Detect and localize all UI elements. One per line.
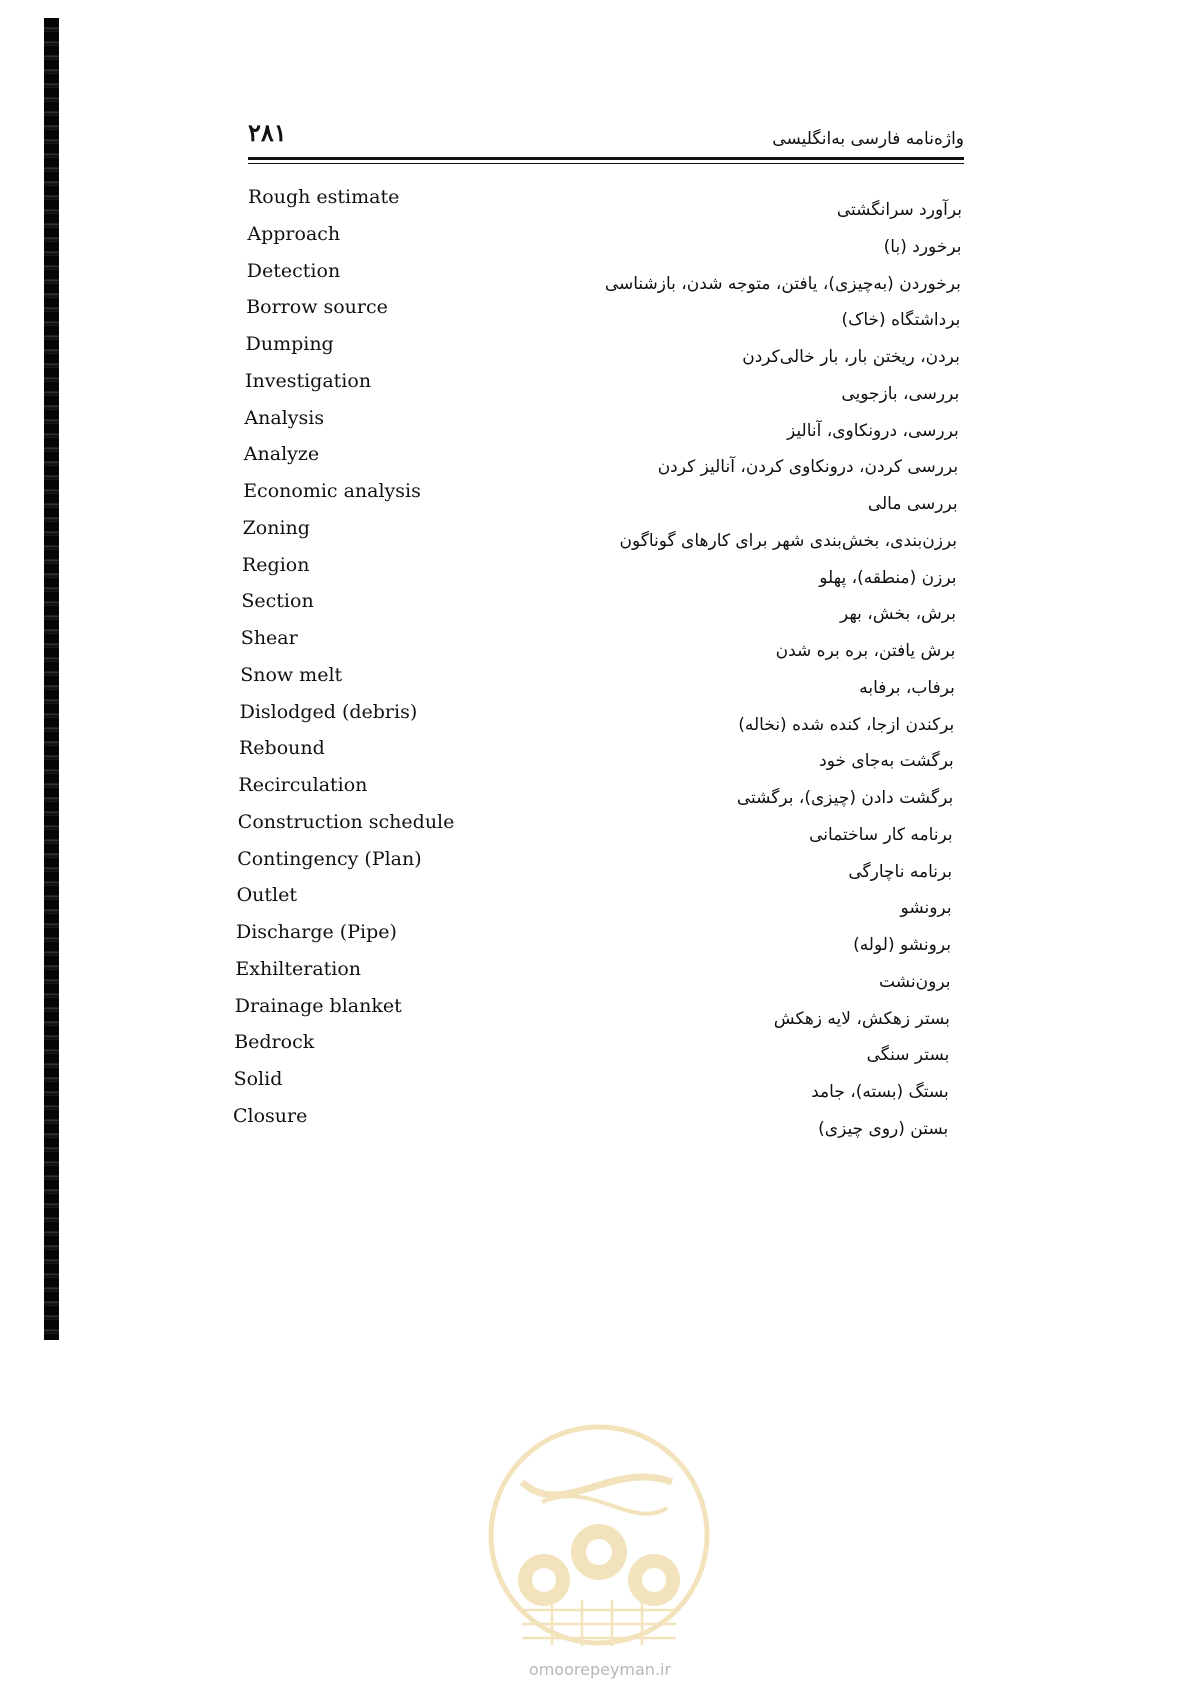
persian-term: برآورد سرانگشتی xyxy=(836,200,962,220)
persian-term: برزن (منطقه)، پهلو xyxy=(819,567,957,588)
english-term: Drainage blanket xyxy=(234,994,402,1017)
english-term: Shear xyxy=(240,627,298,649)
english-term: Economic analysis xyxy=(243,480,421,502)
persian-term: برخورد (با) xyxy=(883,236,962,257)
persian-term: برفاب، برفابه xyxy=(859,677,955,698)
english-term: Closure xyxy=(233,1104,308,1127)
running-title: واژه‌نامه فارسی به‌انگلیسی xyxy=(772,129,964,149)
persian-term: برش، بخش، بهر xyxy=(839,604,956,625)
persian-term: برون‌نشت xyxy=(879,971,951,992)
english-term: Exhilteration xyxy=(235,957,362,980)
english-term: Approach xyxy=(247,222,341,245)
english-term: Dumping xyxy=(245,333,334,355)
english-term: Rebound xyxy=(239,737,325,760)
persian-term: برنامه کار ساختمانی xyxy=(809,824,953,845)
persian-term: بردن، ریختن بار، بار خالی‌کردن xyxy=(742,347,960,367)
persian-term: برونشو (لوله) xyxy=(853,935,951,955)
persian-term: برگشت دادن (چیزی)، برگشتی xyxy=(736,788,954,808)
english-term: Discharge (Pipe) xyxy=(236,921,397,943)
page-number: ۲۸۱ xyxy=(248,118,287,147)
english-term: Solid xyxy=(233,1068,283,1090)
persian-term: بستر زهکش، لایه زهکش xyxy=(773,1008,950,1029)
glossary-entry xyxy=(233,1105,962,1185)
english-term: Section xyxy=(241,590,314,613)
english-term: Detection xyxy=(246,259,341,282)
english-term: Rough estimate xyxy=(248,186,400,208)
english-term: Snow melt xyxy=(240,663,343,686)
persian-term: بررسی کردن، درونکاوی کردن، آنالیز کردن xyxy=(657,457,959,478)
persian-term: بستگ (بسته)، جامد xyxy=(811,1082,949,1102)
persian-term: برنامه ناچارگی xyxy=(848,861,953,882)
persian-term: برونشو xyxy=(900,898,952,919)
watermark-site: omoorepeyman.ir xyxy=(528,1660,672,1679)
english-term: Recirculation xyxy=(238,774,368,796)
persian-term: برگشت به‌جای خود xyxy=(819,751,954,772)
english-term: Dislodged (debris) xyxy=(239,700,418,723)
persian-term: بستر سنگی xyxy=(866,1045,950,1066)
english-term: Bedrock xyxy=(234,1031,315,1054)
english-term: Contingency (Plan) xyxy=(237,847,422,870)
watermark-logo xyxy=(482,1420,716,1650)
persian-term: برزن‌بندی، بخش‌بندی شهر برای کارهای گوناگون xyxy=(619,530,958,551)
english-term: Construction schedule xyxy=(237,810,455,833)
persian-term: برش یافتن، بره بره شدن xyxy=(775,641,956,661)
persian-term: بستن (روی چیزی) xyxy=(818,1118,949,1139)
persian-term: برکندن ازجا، کنده شده (نخاله) xyxy=(738,714,955,735)
english-term: Region xyxy=(242,553,310,576)
persian-term: بررسی مالی xyxy=(867,494,958,514)
english-term: Analyze xyxy=(243,443,320,466)
persian-term: برخوردن (به‌چیزی)، یافتن، متوجه شدن، بازشناسی xyxy=(604,273,961,294)
persian-term: بررسی، بازجویی xyxy=(841,383,960,404)
english-term: Outlet xyxy=(236,884,297,907)
english-term: Investigation xyxy=(245,369,372,392)
english-term: Zoning xyxy=(242,516,310,539)
english-term: Borrow source xyxy=(246,296,388,319)
persian-term: بررسی، درونکاوی، آنالیز xyxy=(787,420,959,441)
english-term: Analysis xyxy=(244,406,325,429)
persian-term: برداشتگاه (خاک) xyxy=(841,310,961,331)
